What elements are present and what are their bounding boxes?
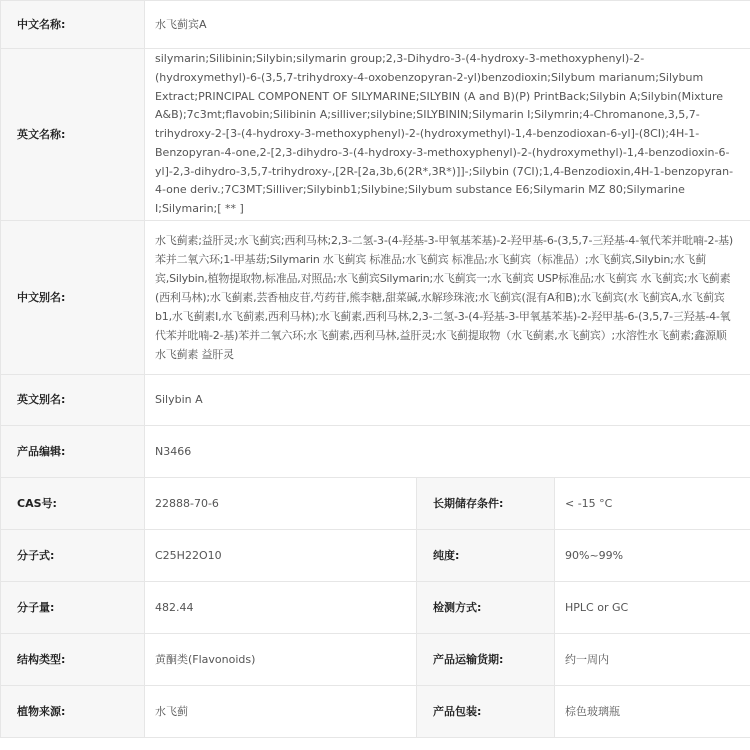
- value-product-code: N3466: [145, 426, 750, 478]
- label-shipping: 产品运输货期:: [417, 634, 555, 686]
- row-cas: [1, 478, 750, 530]
- label-purity: 纯度:: [417, 530, 555, 582]
- row-english-name: [1, 49, 750, 221]
- label-packaging: 产品包装:: [417, 686, 555, 738]
- row-english-alias: [1, 375, 750, 426]
- value-detection: HPLC or GC: [555, 582, 750, 634]
- row-chinese-alias: [1, 221, 750, 375]
- value-english-alias: Silybin A: [145, 375, 750, 426]
- label-structure-type: 结构类型:: [1, 634, 145, 686]
- label-plant-source: 植物来源:: [1, 686, 145, 738]
- label-product-code: 产品编辑:: [1, 426, 145, 478]
- row-mol-weight: [1, 582, 750, 634]
- value-chinese-name: 水飞蓟宾A: [145, 1, 750, 49]
- value-shipping: 约一周内: [555, 634, 750, 686]
- value-english-name: silymarin;Silibinin;Silybin;silymarin group;2,3-Dihydro-3-(4-hydroxy-3-methoxyphenyl)-2-(hydroxymethyl)-6-(3,5,7-trihydroxy-4-oxobenzopyran-2-yl)benzodioxin;Silybum marianum;Silybum Extract;PRINCIPAL COMPONENT OF SILYMARINE;SILYBIN (A and B)(P) PrintBack;Silybin A;Silybin(Mixture A&B);7c3mt;flavobin;Silibinin A;silliver;silybine;SILYBININ;Silymarin I;Silymrin;4-Chromanone,3,5,7-trihydroxy-2-[3-(4-hydroxy-3-methoxyphenyl)-2-(hydroxymethyl)-1,4-benzodioxan-6-yl]-(8CI);4H-1-Benzopyran-4-one,2-[2,3-dihydro-3-(4-hydroxy-3-methoxyphenyl)-2-(hydroxymethyl)-1,4-benzodioxin-6-yl]-2,3-dihydro-3,5,7-trihydroxy-,[2R-[2a,3b,6(2R*,3R*)]]-;Silybin (7CI);1,4-Benzodioxin,4H-1-benzopyran-4-one deriv.;7C3MT;Silliver;Silybinb1;Silybine;Silybum substance E6;Silymarin MZ 80;Silymarine I;Silymarin;[ ** ]: [145, 49, 750, 221]
- value-structure-type: 黄酮类(Flavonoids): [145, 634, 417, 686]
- value-mol-weight: 482.44: [145, 582, 417, 634]
- value-plant-source: 水飞蓟: [145, 686, 417, 738]
- label-chinese-alias: 中文别名:: [1, 221, 145, 375]
- value-purity: 90%~99%: [555, 530, 750, 582]
- row-product-code: [1, 426, 750, 478]
- label-mol-weight: 分子量:: [1, 582, 145, 634]
- row-structure-type: [1, 634, 750, 686]
- value-cas: 22888-70-6: [145, 478, 417, 530]
- label-english-name: 英文名称:: [1, 49, 145, 221]
- value-storage: < -15 °C: [555, 478, 750, 530]
- value-formula: C25H22O10: [145, 530, 417, 582]
- label-detection: 检测方式:: [417, 582, 555, 634]
- label-storage: 长期储存条件:: [417, 478, 555, 530]
- row-formula: [1, 530, 750, 582]
- row-plant-source: [1, 686, 750, 738]
- label-formula: 分子式:: [1, 530, 145, 582]
- value-chinese-alias: 水飞蓟素;益肝灵;水飞蓟宾;西利马林;2,3-二氢-3-(4-羟基-3-甲氧基苯基)-2-羟甲基-6-(3,5,7-三羟基-4-氧代苯并吡喃-2-基)苯并二氧六环;1-甲基苭;Silymarin 水飞蓟宾 标准品;水飞蓟宾 标准品;水飞蓟宾（标准品）;水飞蓟宾,Silybin;水飞蓟宾,Silybin,植物提取物,标准品,对照品;水飞蓟宾Silymarin;水飞蓟宾一;水飞蓟宾 USP标准品;水飞蓟宾 水飞蓟宾;水飞蓟素(西利马林);水飞蓟素,芸香柚皮苷,芍药苷,熊李糖,甜菜碱,水解珍珠液;水飞蓟宾(混有A和B);水飞蓟宾(水飞蓟宾A,水飞蓟宾b1,水飞蓟素Ⅰ,水飞蓟素,西利马林);水飞蓟素,西利马林,2,3-二氢-3-(4-羟基-3-甲氧基苯基)-2-羟甲基-6-(3,5,7-三羟基-4-氧代苯并吡喃-2-基)苯并二氧六环;水飞蓟素,西利马林,益肝灵;水飞蓟提取物（水飞蓟素,水飞蓟宾）;水溶性水飞蓟素;鑫源顺 水飞蓟素 益肝灵: [145, 221, 750, 375]
- label-cas: CAS号:: [1, 478, 145, 530]
- label-english-alias: 英文别名:: [1, 375, 145, 426]
- row-chinese-name: [1, 1, 750, 49]
- value-packaging: 棕色玻璃瓶: [555, 686, 750, 738]
- label-chinese-name: 中文名称:: [1, 1, 145, 49]
